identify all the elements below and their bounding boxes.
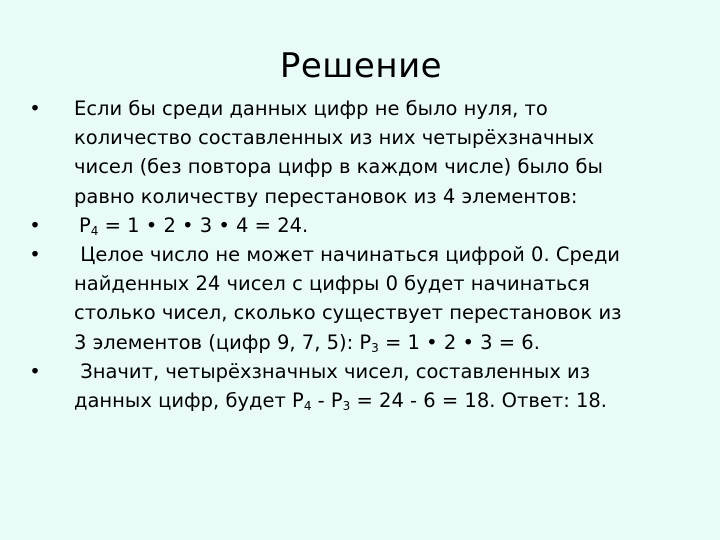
formula-subscript: 4 xyxy=(303,399,312,414)
bullet-mark: • xyxy=(29,97,41,120)
formula-mid: - P xyxy=(311,389,343,413)
formula-rest: = 1 • 2 • 3 = 6. xyxy=(378,330,540,354)
bullet-line: чисел (без повтора цифр в каждом числе) было бы xyxy=(74,155,603,179)
bullet-item-1 xyxy=(29,94,700,211)
bullet-mark: • xyxy=(29,243,41,267)
slide-title-text: Решение xyxy=(279,46,443,86)
bullet-line xyxy=(74,328,700,357)
bullet-mark: • xyxy=(29,359,41,383)
bullet-line: найденных 24 чисел с цифры 0 будет начинаться xyxy=(74,272,590,296)
formula-subscript: 4 xyxy=(90,223,99,238)
slide-title xyxy=(0,44,720,88)
bullet-line xyxy=(74,386,700,415)
bullet-line-text: данных цифр, будет P xyxy=(74,389,304,413)
bullet-line-text: 3 элементов (цифр 9, 7, 5): P xyxy=(74,330,372,354)
bullet-line: Значит, четырёхзначных чисел, составленных из xyxy=(74,359,591,383)
bullet-line: Целое число не может начинаться цифрой 0. Среди xyxy=(74,243,620,267)
formula-p: P xyxy=(79,213,91,237)
bullet-list xyxy=(29,94,700,415)
bullet-line: равно количеству перестановок из 4 элементов: xyxy=(74,184,578,208)
bullet-line: количество составленных из них четырёхзначных xyxy=(74,126,595,150)
bullet-mark: • xyxy=(29,213,41,237)
formula-rest: = 1 • 2 • 3 • 4 = 24. xyxy=(98,213,309,237)
bullet-item-2 xyxy=(29,211,700,240)
bullet-line: столько чисел, сколько существует перестановок из xyxy=(74,301,622,325)
formula-rest: = 24 - 6 = 18. Ответ: 18. xyxy=(350,389,607,413)
formula-subscript: 3 xyxy=(371,340,379,355)
bullet-item-4 xyxy=(29,357,700,415)
formula-subscript: 3 xyxy=(342,399,351,414)
bullet-item-3 xyxy=(29,240,700,357)
bullet-line: Если бы среди данных цифр не было нуля, то xyxy=(74,97,548,120)
formula-line xyxy=(74,211,700,240)
